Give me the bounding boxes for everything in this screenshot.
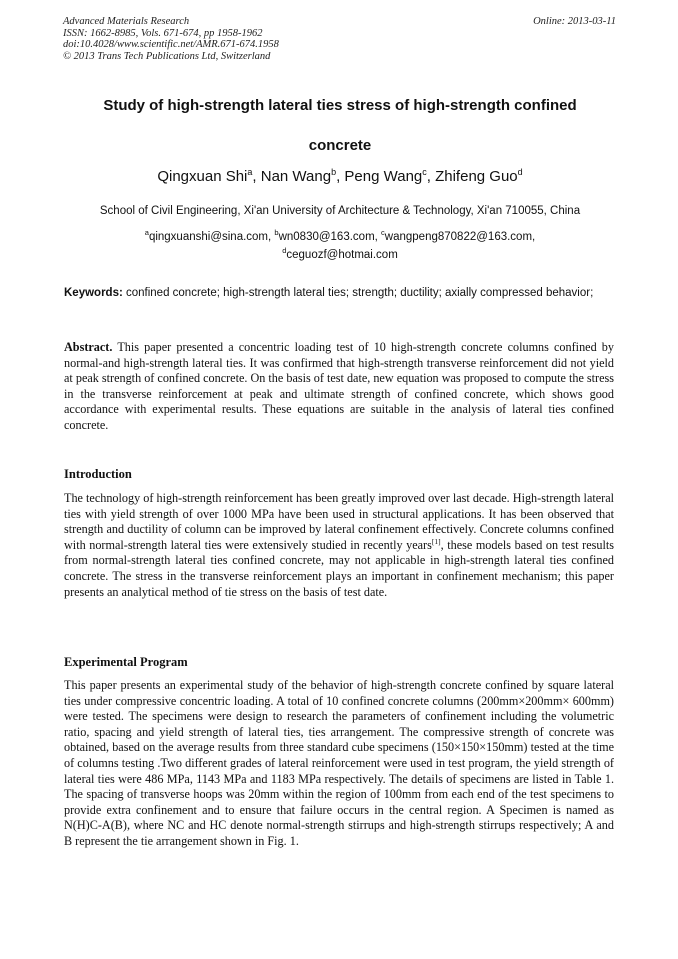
copyright-line: © 2013 Trans Tech Publications Ltd, Switzerland: [63, 50, 271, 62]
introduction-text-1: The technology of high-strength reinforcement has been greatly improved over last decade. High-strength lateral ties with yield strength of over 1000 MPa have been used in structural applications. It has been observed that strength and ductility of column can be improved by lateral confinement effectively. Concrete columns confined with normal-strength lateral ties were extensively studied in recently years: [64, 491, 614, 552]
author-affil-mark: b: [331, 167, 337, 177]
author-name: Qingxuan Shi: [157, 168, 248, 185]
online-date-text: Online: 2013-03-11: [533, 16, 616, 27]
introduction-paragraph: [64, 491, 614, 600]
author-affil-mark: a: [247, 167, 253, 177]
journal-name: Advanced Materials Research: [63, 16, 190, 27]
issn-line: ISSN: 1662-8985, Vols. 671-674, pp 1958-1962: [63, 27, 263, 39]
experimental-paragraph: This paper presents an experimental study of the behavior of high-strength concrete confined by square lateral ties under compressive concentric loading. A total of 10 confined concrete columns (200mm×200mm× 600mm) were tested. The specimens were design to research the parameters of confinement including the volumetric ratio, spacing and yield strength of lateral ties, ties arrangement. The compressive strength of concrete was obtained, based on the average results from three standard cube specimens (150×150×150mm) tested at the time of columns testing .Two different grades of lateral reinforcement were used in test program, the yield strength of lateral ties were 486 MPa, 1143 MPa and 1183 MPa respectively. The details of specimens are listed in Table 1. The spacing of transverse hoops was 20mm within the region of 100mm from each end of the test specimens to provide extra confinement and to ensure that failure occurs in the central region. A Specimen is named as N(H)C-A(B), where NC and HC denote normal-strength stirrups and high-strength stirrups respectively; A and B represent the tie arrangement shown in Fig. 1.: [64, 678, 614, 848]
email-mark: c: [381, 228, 385, 238]
author-affil-mark: d: [517, 167, 523, 177]
affiliation: School of Civil Engineering, Xi'an University of Architecture & Technology, Xi'an 710055, China: [99, 205, 581, 217]
introduction-text-2: , these models based on test results from normal-strength lateral ties confined concrete, may not applicable in high-strength lateral ties confined concrete. The stress in the transverse reinforcement plays an important in confinement mechanism; this paper presents an analytical method of tie stress on the basis of test date.: [64, 537, 614, 599]
email-line: [60, 228, 620, 246]
email-mark: b: [274, 228, 279, 238]
abstract-block: [64, 340, 614, 434]
email-address[interactable]: wangpeng870822@163.com,: [384, 231, 536, 243]
email-mark: a: [144, 228, 149, 238]
email-line: [60, 246, 620, 264]
email-address[interactable]: wn0830@163.com,: [278, 231, 382, 243]
author-affil-mark: c: [422, 167, 427, 177]
doi-line: doi:10.4028/www.scientific.net/AMR.671-674.1958: [63, 39, 279, 50]
online-date: [533, 16, 616, 28]
keywords-block: [64, 284, 614, 302]
author-list: [40, 168, 640, 186]
email-mark: d: [282, 246, 287, 256]
author-separator: ,: [336, 168, 345, 185]
author-name: Nan Wang: [260, 168, 332, 185]
email-address[interactable]: qingxuanshi@sina.com,: [148, 231, 275, 243]
abstract-label: Abstract.: [64, 340, 113, 354]
email-address[interactable]: ceguozf@hotmai.com: [286, 249, 398, 261]
experimental-heading: Experimental Program: [64, 655, 188, 669]
citation-ref[interactable]: [1]: [431, 536, 441, 546]
abstract-text: This paper presented a concentric loading test of 10 high-strength concrete columns confined by normal-and high-strength lateral ties. It was confirmed that high-strength transverse reinforcement did not yield at peak strength of confined concrete. On the basis of test date, new equation was proposed to compute the stress in the transverse reinforcement at peak and ultimate strength of confined concrete, which shows good accordance with experimental results. These equations are suitable in the analysis of lateral ties confined concrete.: [64, 340, 614, 432]
introduction-heading: Introduction: [64, 467, 132, 481]
journal-header: [63, 16, 279, 62]
keywords-text: confined concrete; high-strength lateral ties; strength; ductility; axially compressed behavior;: [122, 287, 594, 299]
author-name: Zhifeng Guo: [435, 168, 518, 185]
paper-title: Study of high-strength lateral ties stress of high-strength confined concrete: [103, 97, 577, 154]
author-name: Peng Wang: [344, 168, 423, 185]
keywords-label: Keywords:: [64, 287, 123, 299]
author-separator: ,: [426, 168, 436, 185]
email-list: [60, 228, 620, 264]
author-separator: ,: [252, 168, 261, 185]
